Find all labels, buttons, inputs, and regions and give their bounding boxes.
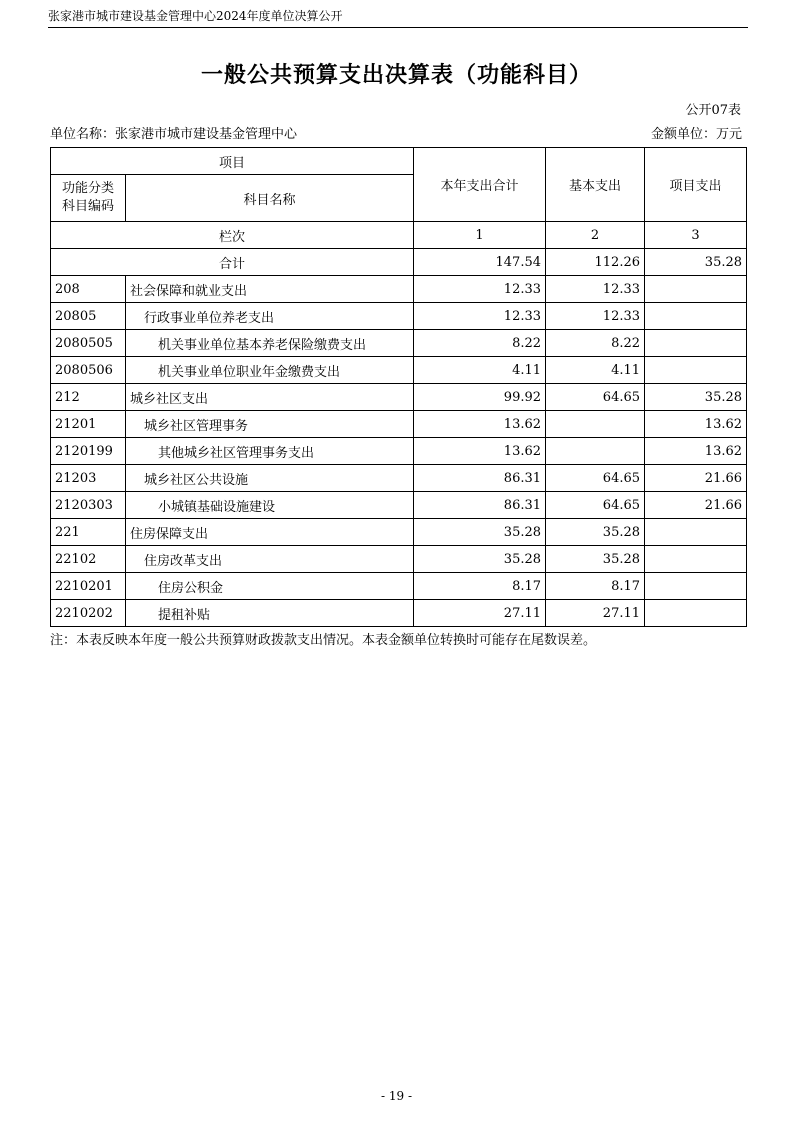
row-total: 8.17 [414, 573, 546, 600]
header-code [51, 175, 126, 222]
row-name: 提租补贴 [126, 600, 414, 627]
table-row [51, 546, 747, 573]
page-title: 一般公共预算支出决算表（功能科目） [200, 63, 592, 88]
row-project [645, 276, 747, 303]
row-name: 住房保障支出 [126, 519, 414, 546]
row-basic: 64.65 [546, 384, 645, 411]
row-code: 2080505 [51, 330, 126, 357]
row-project: 13.62 [645, 411, 747, 438]
header-total: 本年支出合计 [414, 148, 546, 222]
summary-row [51, 249, 747, 276]
row-project [645, 357, 747, 384]
row-name: 机关事业单位职业年金缴费支出 [126, 357, 414, 384]
row-code: 2120303 [51, 492, 126, 519]
row-total: 86.31 [414, 465, 546, 492]
expenditure-table [50, 147, 747, 627]
row-code: 2080506 [51, 357, 126, 384]
row-total: 35.28 [414, 546, 546, 573]
row-basic [546, 411, 645, 438]
row-total: 8.22 [414, 330, 546, 357]
row-basic: 35.28 [546, 546, 645, 573]
row-name: 行政事业单位养老支出 [126, 303, 414, 330]
row-code: 2210202 [51, 600, 126, 627]
row-total: 27.11 [414, 600, 546, 627]
row-basic: 64.65 [546, 465, 645, 492]
row-code: 2120199 [51, 438, 126, 465]
table-meta [50, 123, 742, 142]
header-project: 项目支出 [645, 148, 747, 222]
row-name: 住房改革支出 [126, 546, 414, 573]
table-row [51, 438, 747, 465]
header-item: 项目 [51, 148, 414, 175]
row-project: 35.28 [645, 384, 747, 411]
row-basic: 8.17 [546, 573, 645, 600]
table-row [51, 465, 747, 492]
row-total: 86.31 [414, 492, 546, 519]
column-index-2: 2 [546, 222, 645, 249]
row-basic: 27.11 [546, 600, 645, 627]
header-code-line2: 科目编码 [61, 199, 114, 214]
table-row [51, 411, 747, 438]
summary-project: 35.28 [645, 249, 747, 276]
table-row [51, 357, 747, 384]
row-basic: 8.22 [546, 330, 645, 357]
header-code-line1: 功能分类 [61, 181, 114, 196]
row-basic [546, 438, 645, 465]
column-index-label: 栏次 [51, 222, 414, 249]
row-total: 4.11 [414, 357, 546, 384]
summary-total: 147.54 [414, 249, 546, 276]
row-project [645, 330, 747, 357]
table-row [51, 600, 747, 627]
row-code: 2210201 [51, 573, 126, 600]
page-number: - 19 - [380, 1089, 412, 1103]
row-project [645, 519, 747, 546]
row-code: 20805 [51, 303, 126, 330]
table-note: 注：本表反映本年度一般公共预算财政拨款支出情况。本表金额单位转换时可能存在尾数误差。 [50, 633, 597, 648]
row-basic: 4.11 [546, 357, 645, 384]
row-project [645, 600, 747, 627]
row-basic: 64.65 [546, 492, 645, 519]
row-name: 城乡社区支出 [126, 384, 414, 411]
running-header: 张家港市城市建设基金管理中心2024年度单位决算公开 [48, 8, 748, 28]
row-total: 35.28 [414, 519, 546, 546]
row-name: 城乡社区管理事务 [126, 411, 414, 438]
table-row [51, 303, 747, 330]
row-name: 机关事业单位基本养老保险缴费支出 [126, 330, 414, 357]
row-project [645, 546, 747, 573]
table-row [51, 519, 747, 546]
row-total: 12.33 [414, 303, 546, 330]
table-number: 公开07表 [685, 103, 741, 118]
row-name: 其他城乡社区管理事务支出 [126, 438, 414, 465]
row-code: 21203 [51, 465, 126, 492]
table-row [51, 276, 747, 303]
row-code: 21201 [51, 411, 126, 438]
header-row-1 [51, 148, 747, 175]
header-basic: 基本支出 [546, 148, 645, 222]
column-index-1: 1 [414, 222, 546, 249]
table-row [51, 330, 747, 357]
unit-name: 单位名称：张家港市城市建设基金管理中心 [50, 127, 298, 142]
row-name: 住房公积金 [126, 573, 414, 600]
row-basic: 12.33 [546, 276, 645, 303]
row-name: 城乡社区公共设施 [126, 465, 414, 492]
row-code: 22102 [51, 546, 126, 573]
table-row [51, 573, 747, 600]
row-basic: 35.28 [546, 519, 645, 546]
row-code: 221 [51, 519, 126, 546]
row-total: 13.62 [414, 438, 546, 465]
row-total: 12.33 [414, 276, 546, 303]
row-name: 社会保障和就业支出 [126, 276, 414, 303]
column-index-3: 3 [645, 222, 747, 249]
table-row [51, 384, 747, 411]
row-project [645, 573, 747, 600]
row-project [645, 303, 747, 330]
row-total: 13.62 [414, 411, 546, 438]
row-code: 208 [51, 276, 126, 303]
summary-label: 合计 [51, 249, 414, 276]
table-row [51, 492, 747, 519]
row-project: 21.66 [645, 465, 747, 492]
row-total: 99.92 [414, 384, 546, 411]
column-index-row [51, 222, 747, 249]
row-name: 小城镇基础设施建设 [126, 492, 414, 519]
header-name: 科目名称 [126, 175, 414, 222]
row-project: 13.62 [645, 438, 747, 465]
row-code: 212 [51, 384, 126, 411]
row-basic: 12.33 [546, 303, 645, 330]
summary-basic: 112.26 [546, 249, 645, 276]
amount-unit: 金额单位：万元 [650, 127, 742, 142]
row-project: 21.66 [645, 492, 747, 519]
